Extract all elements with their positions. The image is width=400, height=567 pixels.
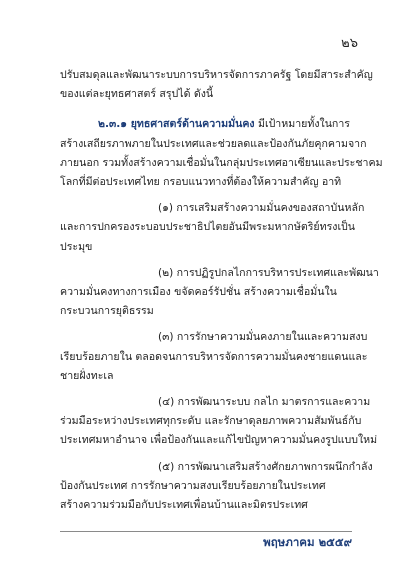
intro-line: ปรับสมดุลและพัฒนาระบบการบริหารจัดการภาครัฐ โดยมีสาระสำคัญ bbox=[60, 69, 373, 81]
list-item bbox=[60, 199, 365, 257]
section-heading-line bbox=[60, 115, 360, 134]
list-item-line: สร้างความร่วมมือกับประเทศเพื่อนบ้านและมิตรประเทศ bbox=[60, 499, 308, 512]
list-item-first-line: (๑) การเสริมสร้างความมั่นคงของสถาบันหลัก bbox=[158, 202, 365, 215]
list-item-line: และการปกครองระบอบประชาธิปไตยอันมีพระมหากษัตริย์ทรงเป็น bbox=[60, 221, 356, 234]
list-item-line: เรียบร้อยภายใน ตลอดจนการบริหารจัดการความมั่นคงชายแดนและ bbox=[60, 350, 368, 363]
list-item-first-line: (๒) การปฏิรูปกลไกการบริหารประเทศและพัฒนา bbox=[158, 266, 379, 279]
section-line: ภายนอก รวมทั้งสร้างความเชื่อมั่นในกลุ่มประเทศอาเซียนและประชาคม bbox=[60, 156, 383, 169]
list-item-first-line: (๕) การพัฒนาเสริมสร้างศักยภาพการผนึกกำลัง bbox=[158, 460, 373, 473]
section-paragraph bbox=[60, 115, 383, 192]
section-line: โลกที่มีต่อประเทศไทย กรอบแนวทางที่ต้องให้ความสำคัญ อาทิ bbox=[60, 176, 342, 189]
intro-line: ของแต่ละยุทธศาสตร์ สรุปได้ ดังนี้ bbox=[60, 88, 214, 101]
page-body bbox=[60, 66, 383, 515]
section-title: ยุทธศาสตร์ด้านความมั่นคง bbox=[130, 118, 255, 131]
list-item-line: ความมั่นคงทางการเมือง ขจัดคอร์รัปชั่น สร้างความเชื่อมั่นใน bbox=[60, 286, 337, 299]
list-item bbox=[60, 328, 368, 386]
footer-date: พฤษภาคม ๒๕๕๙ bbox=[263, 535, 352, 549]
section-number: ๒.๓.๑ bbox=[98, 118, 127, 131]
intro-paragraph bbox=[60, 66, 373, 104]
section-first-line-rest: มีเป้าหมายทั้งในการ bbox=[254, 118, 350, 131]
list-item bbox=[60, 458, 373, 516]
list-item-line: ประมุข bbox=[60, 240, 93, 253]
list-item-line: กระบวนการยุติธรรม bbox=[60, 305, 154, 318]
list-item-line: ร่วมมือระหว่างประเทศทุกระดับ และรักษาดุลยภาพความสัมพันธ์กับ bbox=[60, 415, 362, 428]
list-item bbox=[60, 264, 379, 322]
list-item-first-line: (๓) การรักษาความมั่นคงภายในและความสงบ bbox=[158, 331, 368, 344]
page-number: ๒๖ bbox=[341, 36, 358, 51]
section-line: สร้างเสถียรภาพภายในประเทศและช่วยลดและป้องกันภัยคุกคามจาก bbox=[60, 137, 367, 150]
list-item-line: ประเทศมหาอำนาจ เพื่อป้องกันและแก้ไขปัญหาความมั่นคงรูปแบบใหม่ bbox=[60, 434, 378, 447]
list-item bbox=[60, 393, 378, 451]
list-item-line: ป้องกันประเทศ การรักษาความสงบเรียบร้อยภายในประเทศ bbox=[60, 479, 326, 492]
list-item-line: ชายฝั่งทะเล bbox=[60, 369, 114, 382]
footer-divider bbox=[60, 531, 352, 532]
list-item-first-line: (๔) การพัฒนาระบบ กลไก มาตรการและความ bbox=[158, 396, 371, 409]
